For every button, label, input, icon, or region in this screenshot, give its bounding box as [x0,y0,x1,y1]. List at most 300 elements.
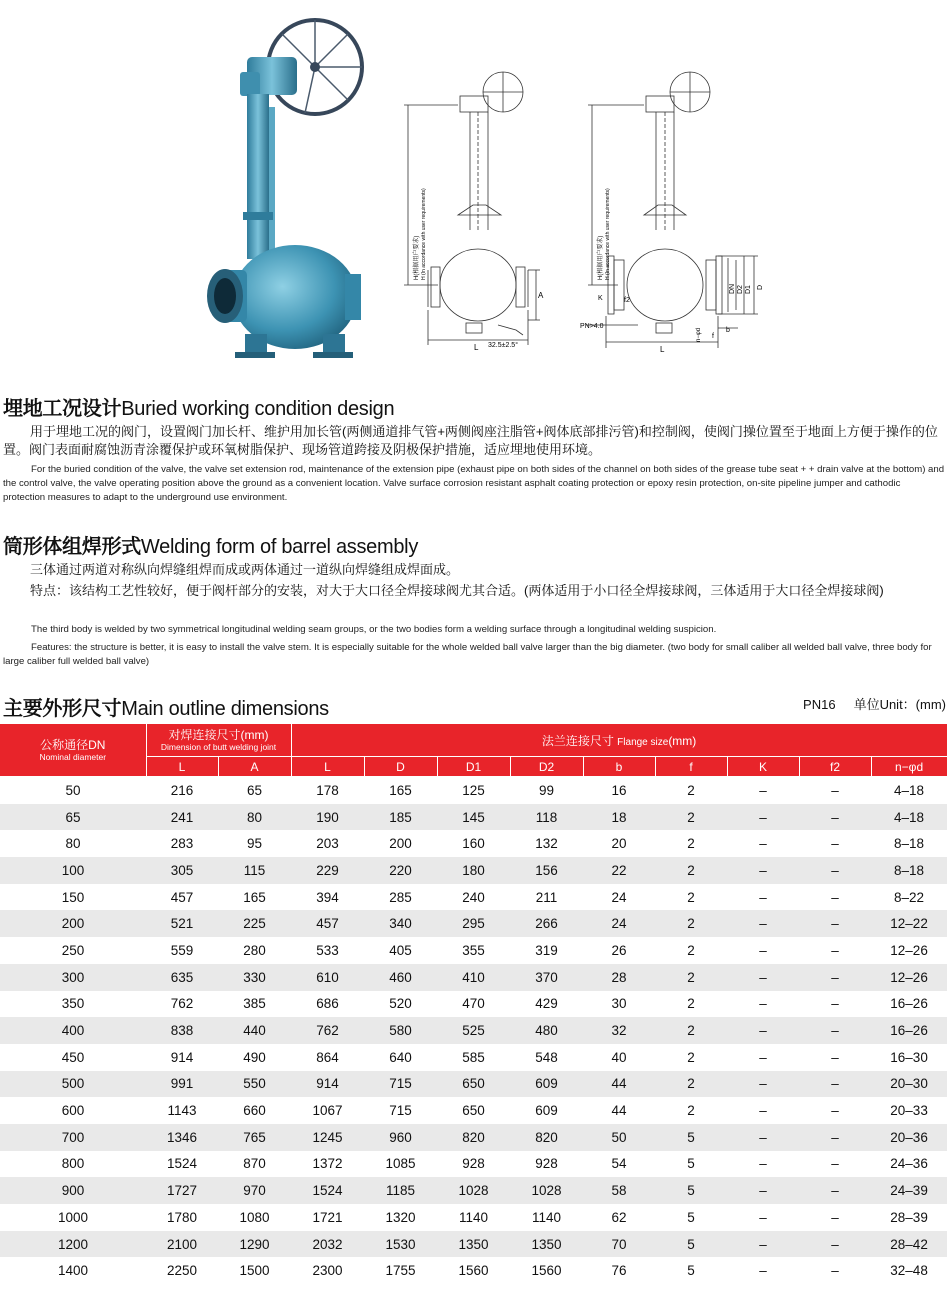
table-cell: 533 [316,942,339,958]
table-cell: 330 [218,964,291,991]
table-cell: 635 [146,964,218,991]
table-cell: 550 [218,1071,291,1098]
table-cell: 650 [437,1071,510,1098]
nd-label: n−φd [696,327,702,342]
table-row [0,1017,947,1044]
table-cell: 585 [462,1049,485,1065]
table-cell: – [727,910,799,937]
buried-text-en: For the buried condition of the valve, the valve set extension rod, maintenance of the extension pipe (exhaust pipe on both sides of the channel on both sides of the grease tube seat + + drain valve at the bottom) and the control valve, the valve operating position above the ground as a convenient location. Valve surface corrosion resistant asphalt coating protection or epoxy resin protection, on-site pipeline jumper and cathodic protection measures to adapt to the underground use environment. [3,464,945,503]
table-cell: 2 [655,804,727,831]
h-label: H(根据用户要求) [414,235,420,280]
table-cell: 18 [583,804,655,831]
table-cell: 24–36 [890,1156,928,1172]
table-cell: 1028 [437,1177,510,1204]
b-label: b [726,327,730,334]
table-cell: 100 [0,857,146,884]
header-dn [0,724,146,777]
table-cell: 559 [170,942,194,958]
table-cell: 22 [583,857,655,884]
table-cell: 99 [539,782,555,798]
table-cell: 20–30 [871,1071,947,1098]
butt-weld-drawing [398,70,573,370]
table-cell: 405 [389,942,412,958]
table-cell: 765 [218,1124,291,1151]
table-cell: 1530 [364,1231,437,1258]
header-flange-en: Flange size [617,736,669,748]
table-cell: 32–48 [890,1263,928,1279]
table-cell: 118 [510,804,583,831]
table-row [0,857,947,884]
table-cell: 429 [535,996,558,1012]
buried-text-cn: 用于埋地工况的阀门，设置阀门加长杆、维护用加长管(两侧通道排气管+两侧阀座注脂管+阀体底部排污管)和控制阀，使阀门操位置至于地面上方便于操作的位置。阀门表面耐腐蚀沥青涂覆保护或环氧树脂保护、现场管道跨接及阴极保护措施，适应埋地使用环境。 [3,424,938,457]
table-cell: 1200 [0,1231,146,1258]
table-cell: 400 [0,1017,146,1044]
table-cell: 928 [535,1156,558,1172]
table-cell: 1524 [166,1156,198,1172]
column-header: L [146,757,218,777]
table-cell: 2300 [312,1263,343,1279]
table-cell: 24 [583,910,655,937]
h-label-en: H (In accordance with user requirements) [421,188,427,280]
table-cell: 145 [437,804,510,831]
table-cell: 40 [611,1049,627,1065]
table-cell: – [799,1017,871,1044]
table-cell: 609 [535,1103,558,1119]
table-cell: 44 [611,1103,627,1119]
table-cell: – [759,942,767,958]
h-label-2: H(根据用户要求) [598,235,604,280]
table-cell: 457 [291,910,364,937]
table-row [0,1177,947,1204]
header-dn-cn: 公称通径DN [40,737,106,752]
table-cell: 229 [291,857,364,884]
table-cell: 864 [316,1049,339,1065]
table-cell: 715 [364,1071,437,1098]
table-cell: 1560 [458,1263,489,1279]
k-label: K [598,295,603,302]
table-cell: 1350 [510,1231,583,1258]
table-row [0,964,947,991]
table-cell: 470 [462,996,485,1012]
table-cell: 1000 [57,1209,89,1225]
table-cell: 715 [389,1103,412,1119]
section-title-dimensions [3,692,329,721]
table-cell: 28–39 [890,1209,928,1225]
table-cell: 54 [611,1156,627,1172]
table-cell: 1780 [166,1209,198,1225]
table-cell: 440 [218,1017,291,1044]
header-weld-cn: 对焊连接尺寸(mm) [168,727,269,742]
table-cell: 216 [170,782,194,798]
table-cell: 1350 [437,1231,510,1258]
table-cell: – [759,836,767,852]
table-cell: 266 [510,910,583,937]
table-cell: 1028 [510,1177,583,1204]
table-cell: 280 [243,942,266,958]
header-weld-en: Dimension of butt welding joint [160,741,277,752]
table-cell: 2 [655,1017,727,1044]
table-cell: 2 [687,889,695,905]
table-cell: – [727,1231,799,1258]
column-header: D [364,757,437,777]
table-cell: 16–26 [871,1017,947,1044]
table-cell: 2032 [291,1231,364,1258]
table-cell: – [759,1103,767,1119]
table-cell: – [727,1177,799,1204]
table-cell: 65 [246,782,263,798]
table-row [0,991,947,1018]
table-cell: 285 [389,889,412,905]
table-row [0,830,947,857]
f-label: f [712,333,714,340]
pressure-label: PN16 [803,697,836,712]
section-title-buried [3,392,394,421]
table-cell: 190 [291,804,364,831]
l-label: L [474,343,479,352]
table-cell: 95 [246,836,263,852]
table-cell: 16–26 [890,996,928,1012]
table-cell: – [831,1156,839,1172]
table-cell: – [831,1103,839,1119]
table-cell: – [799,1124,871,1151]
table-cell: 220 [364,857,437,884]
table-cell: – [831,996,839,1012]
table-cell: – [727,857,799,884]
table-cell: 5 [655,1231,727,1258]
table-cell: 640 [389,1049,412,1065]
column-header: L [291,757,364,777]
table-cell: 20–36 [871,1124,947,1151]
table-cell: 4–18 [894,782,925,798]
column-header: K [727,757,799,777]
column-header: D2 [510,757,583,777]
section-title-welding [3,530,418,559]
table-cell: 1290 [218,1231,291,1258]
table-cell: 548 [535,1049,558,1065]
table-cell: 340 [364,910,437,937]
table-row [0,804,947,831]
table-cell: 12–26 [871,964,947,991]
table-cell: 203 [316,836,339,852]
table-cell: 500 [0,1071,146,1098]
table-cell: – [727,1071,799,1098]
table-cell: 520 [389,996,412,1012]
table-cell: 2 [687,782,695,798]
table-row [0,1204,947,1231]
table-cell: 20–33 [890,1103,928,1119]
table-cell: – [831,782,839,798]
table-cell: – [759,1049,767,1065]
table-cell: 460 [364,964,437,991]
table-cell: 200 [389,836,412,852]
welding-text-en-1: The third body is welded by two symmetrical longitudinal welding seam groups, or the two bodies form a welding surface through a longitudinal welding suspicion. [31,624,717,635]
column-header: D1 [437,757,510,777]
table-cell: 2 [655,910,727,937]
table-cell: 2 [687,836,695,852]
table-cell: 991 [146,1071,218,1098]
table-cell: 1400 [57,1263,89,1279]
table-cell: 1500 [239,1263,270,1279]
table-cell: 76 [611,1263,627,1279]
table-cell: 490 [243,1049,266,1065]
table-cell: 180 [437,857,510,884]
column-header: n−φd [871,757,947,777]
welding-text-cn-2: 特点：该结构工艺性较好，便于阀杆部分的安装，对大于大口径全焊接球阀尤其合适。(两体适用于小口径全焊接球阀，三体适用于大口径全焊接球阀) [30,583,884,598]
table-cell: 165 [243,889,266,905]
table-cell: 1067 [312,1103,343,1119]
table-cell: 65 [0,804,146,831]
table-cell: – [799,964,871,991]
unit-note [785,694,946,713]
table-cell: – [799,857,871,884]
table-cell: 1245 [291,1124,364,1151]
table-row [0,1124,947,1151]
table-cell: – [799,804,871,831]
table-cell: 16–30 [890,1049,928,1065]
section-title-en: Welding form of barrel assembly [140,536,419,558]
table-cell: 24–39 [871,1177,947,1204]
header-dn-en: Nominal diameter [39,751,107,762]
table-cell: 200 [0,910,146,937]
table-cell: 762 [170,996,194,1012]
table-cell: 295 [437,910,510,937]
flange-drawing [578,70,768,370]
table-cell: 5 [655,1124,727,1151]
table-cell: 12–26 [890,942,928,958]
table-row [0,884,947,911]
table-cell: 150 [61,889,85,905]
table-cell: – [759,782,767,798]
table-cell: 1560 [531,1263,562,1279]
table-cell: 5 [687,1156,695,1172]
table-cell: 457 [170,889,194,905]
column-header: f2 [799,757,871,777]
table-cell: 838 [146,1017,218,1044]
table-cell: 820 [510,1124,583,1151]
table-cell: 900 [0,1177,146,1204]
table-cell: – [831,1263,839,1279]
d2-label: D2 [737,285,744,294]
table-cell: – [799,1177,871,1204]
hero-figures [0,0,950,375]
a-label: A [538,291,544,300]
table-cell: 26 [611,942,627,958]
table-cell: – [727,1124,799,1151]
table-cell: 305 [146,857,218,884]
table-cell: 8–22 [894,889,925,905]
section-title-cn: 筒形体组焊形式 [3,536,141,558]
table-cell: 2 [687,1049,695,1065]
table-cell: – [759,1263,767,1279]
dimensions-table [0,724,948,1284]
table-cell: 50 [583,1124,655,1151]
table-cell: 480 [510,1017,583,1044]
table-cell: – [831,1209,839,1225]
table-cell: 132 [535,836,558,852]
table-cell: – [799,1231,871,1258]
header-flange [291,724,947,757]
table-cell: 762 [291,1017,364,1044]
table-cell: 16 [611,782,627,798]
table-cell: 609 [510,1071,583,1098]
table-cell: 660 [243,1103,266,1119]
table-cell: 178 [316,782,339,798]
table-cell: – [831,1049,839,1065]
table-row [0,1151,947,1178]
table-cell: 5 [687,1263,695,1279]
table-cell: 914 [170,1049,194,1065]
table-cell: 410 [437,964,510,991]
table-cell: 914 [291,1071,364,1098]
table-cell: 156 [510,857,583,884]
table-cell: 241 [146,804,218,831]
table-row [0,1231,947,1258]
table-cell: 5 [655,1177,727,1204]
table-cell: 250 [61,942,85,958]
table-cell: – [799,910,871,937]
table-cell: – [831,836,839,852]
table-cell: 2 [655,1071,727,1098]
table-cell: 50 [65,782,81,798]
table-cell: – [727,1017,799,1044]
table-cell: 28 [583,964,655,991]
table-cell: 8–18 [894,836,925,852]
column-header: b [583,757,655,777]
table-cell: 2100 [146,1231,218,1258]
table-cell: 2 [687,996,695,1012]
table-cell: 185 [364,804,437,831]
f2-label: f2 [624,297,630,304]
table-cell: – [759,996,767,1012]
table-cell: 355 [462,942,485,958]
welding-text-en-2: Features: the structure is better, it is easy to install the valve stem. It is especially suitable for the whole welded ball valve larger than the big diameter. (two body for small caliber all welded ball valve, three body for large caliber full welded ball valve) [3,642,932,667]
table-cell: 521 [146,910,218,937]
pn-label: PN>4.0 [580,323,604,330]
table-cell: 1721 [312,1209,343,1225]
angle-label: 32.5±2.5° [488,342,518,349]
table-cell: – [727,964,799,991]
valve-photo [185,12,400,362]
table-cell: 1524 [291,1177,364,1204]
table-cell: 1085 [385,1156,416,1172]
table-cell: 1755 [385,1263,416,1279]
table-cell: 4–18 [871,804,947,831]
table-cell: 394 [316,889,339,905]
table-cell: – [759,889,767,905]
table-row [0,1257,947,1284]
table-cell: 211 [535,889,558,905]
table-cell: – [727,804,799,831]
table-cell: 350 [61,996,85,1012]
table-cell: 319 [535,942,558,958]
table-cell: 240 [462,889,485,905]
table-cell: 700 [0,1124,146,1151]
table-cell: 70 [583,1231,655,1258]
table-cell: 62 [611,1209,627,1225]
table-cell: 820 [437,1124,510,1151]
dn-label: DN [729,283,736,294]
table-cell: 28–42 [871,1231,947,1258]
header-butt-weld [146,724,291,757]
section-title-cn: 主要外形尺寸 [3,698,122,720]
column-header: A [218,757,291,777]
section-title-cn: 埋地工况设计 [3,398,122,420]
table-cell: 8–18 [871,857,947,884]
table-cell: 1140 [459,1209,489,1225]
unit-label: 单位Unit：(mm) [853,697,946,712]
table-cell: 20 [611,836,627,852]
table-cell: 30 [611,996,627,1012]
table-cell: 870 [243,1156,266,1172]
table-cell: 370 [510,964,583,991]
table-cell: 125 [462,782,485,798]
table-cell: 58 [583,1177,655,1204]
table-cell: 160 [462,836,485,852]
table-cell: 525 [437,1017,510,1044]
header-flange-unit: (mm) [668,733,697,748]
table-cell: 80 [65,836,81,852]
table-cell: 650 [462,1103,485,1119]
table-row [0,937,947,964]
welding-text-cn-1: 三体通过两道对称纵向焊缝组焊而成或两体通过一道纵向焊缝组成焊面成。 [30,562,460,577]
table-cell: – [759,1156,767,1172]
table-cell: – [799,1071,871,1098]
table-cell: 2 [655,964,727,991]
table-cell: 2 [655,857,727,884]
table-row [0,1097,947,1124]
table-cell: 24 [611,889,627,905]
table-cell: 580 [364,1017,437,1044]
table-cell: 970 [218,1177,291,1204]
table-cell: 300 [0,964,146,991]
table-cell: 928 [462,1156,485,1172]
table-cell: 960 [364,1124,437,1151]
table-cell: 80 [218,804,291,831]
table-cell: – [831,889,839,905]
table-cell: 115 [218,857,291,884]
table-cell: 1143 [167,1103,197,1119]
table-cell: 12–22 [871,910,947,937]
table-cell: 2 [687,1103,695,1119]
column-header: f [655,757,727,777]
section-title-en: Main outline dimensions [121,698,329,720]
table-cell: 450 [61,1049,85,1065]
l-label-2: L [660,345,665,354]
table-row [0,1044,947,1071]
table-cell: 165 [389,782,412,798]
table-cell: 1185 [364,1177,437,1204]
table-row [0,910,947,937]
table-cell: – [759,1209,767,1225]
section-title-en: Buried working condition design [121,398,395,420]
table-cell: 2250 [166,1263,198,1279]
table-cell: 225 [218,910,291,937]
table-row [0,777,947,804]
table-cell: 2 [687,942,695,958]
h-label-en-2: H (In accordance with user requirements) [605,188,611,280]
table-cell: 686 [316,996,339,1012]
table-cell: 1346 [146,1124,218,1151]
table-cell: 600 [61,1103,85,1119]
table-cell: 32 [583,1017,655,1044]
d1-label: D1 [745,285,752,294]
table-cell: 1320 [385,1209,416,1225]
table-cell: 1140 [532,1209,562,1225]
table-cell: 283 [170,836,194,852]
header-flange-cn: 法兰连接尺寸 [541,733,614,748]
table-cell: 5 [687,1209,695,1225]
table-cell: 610 [291,964,364,991]
